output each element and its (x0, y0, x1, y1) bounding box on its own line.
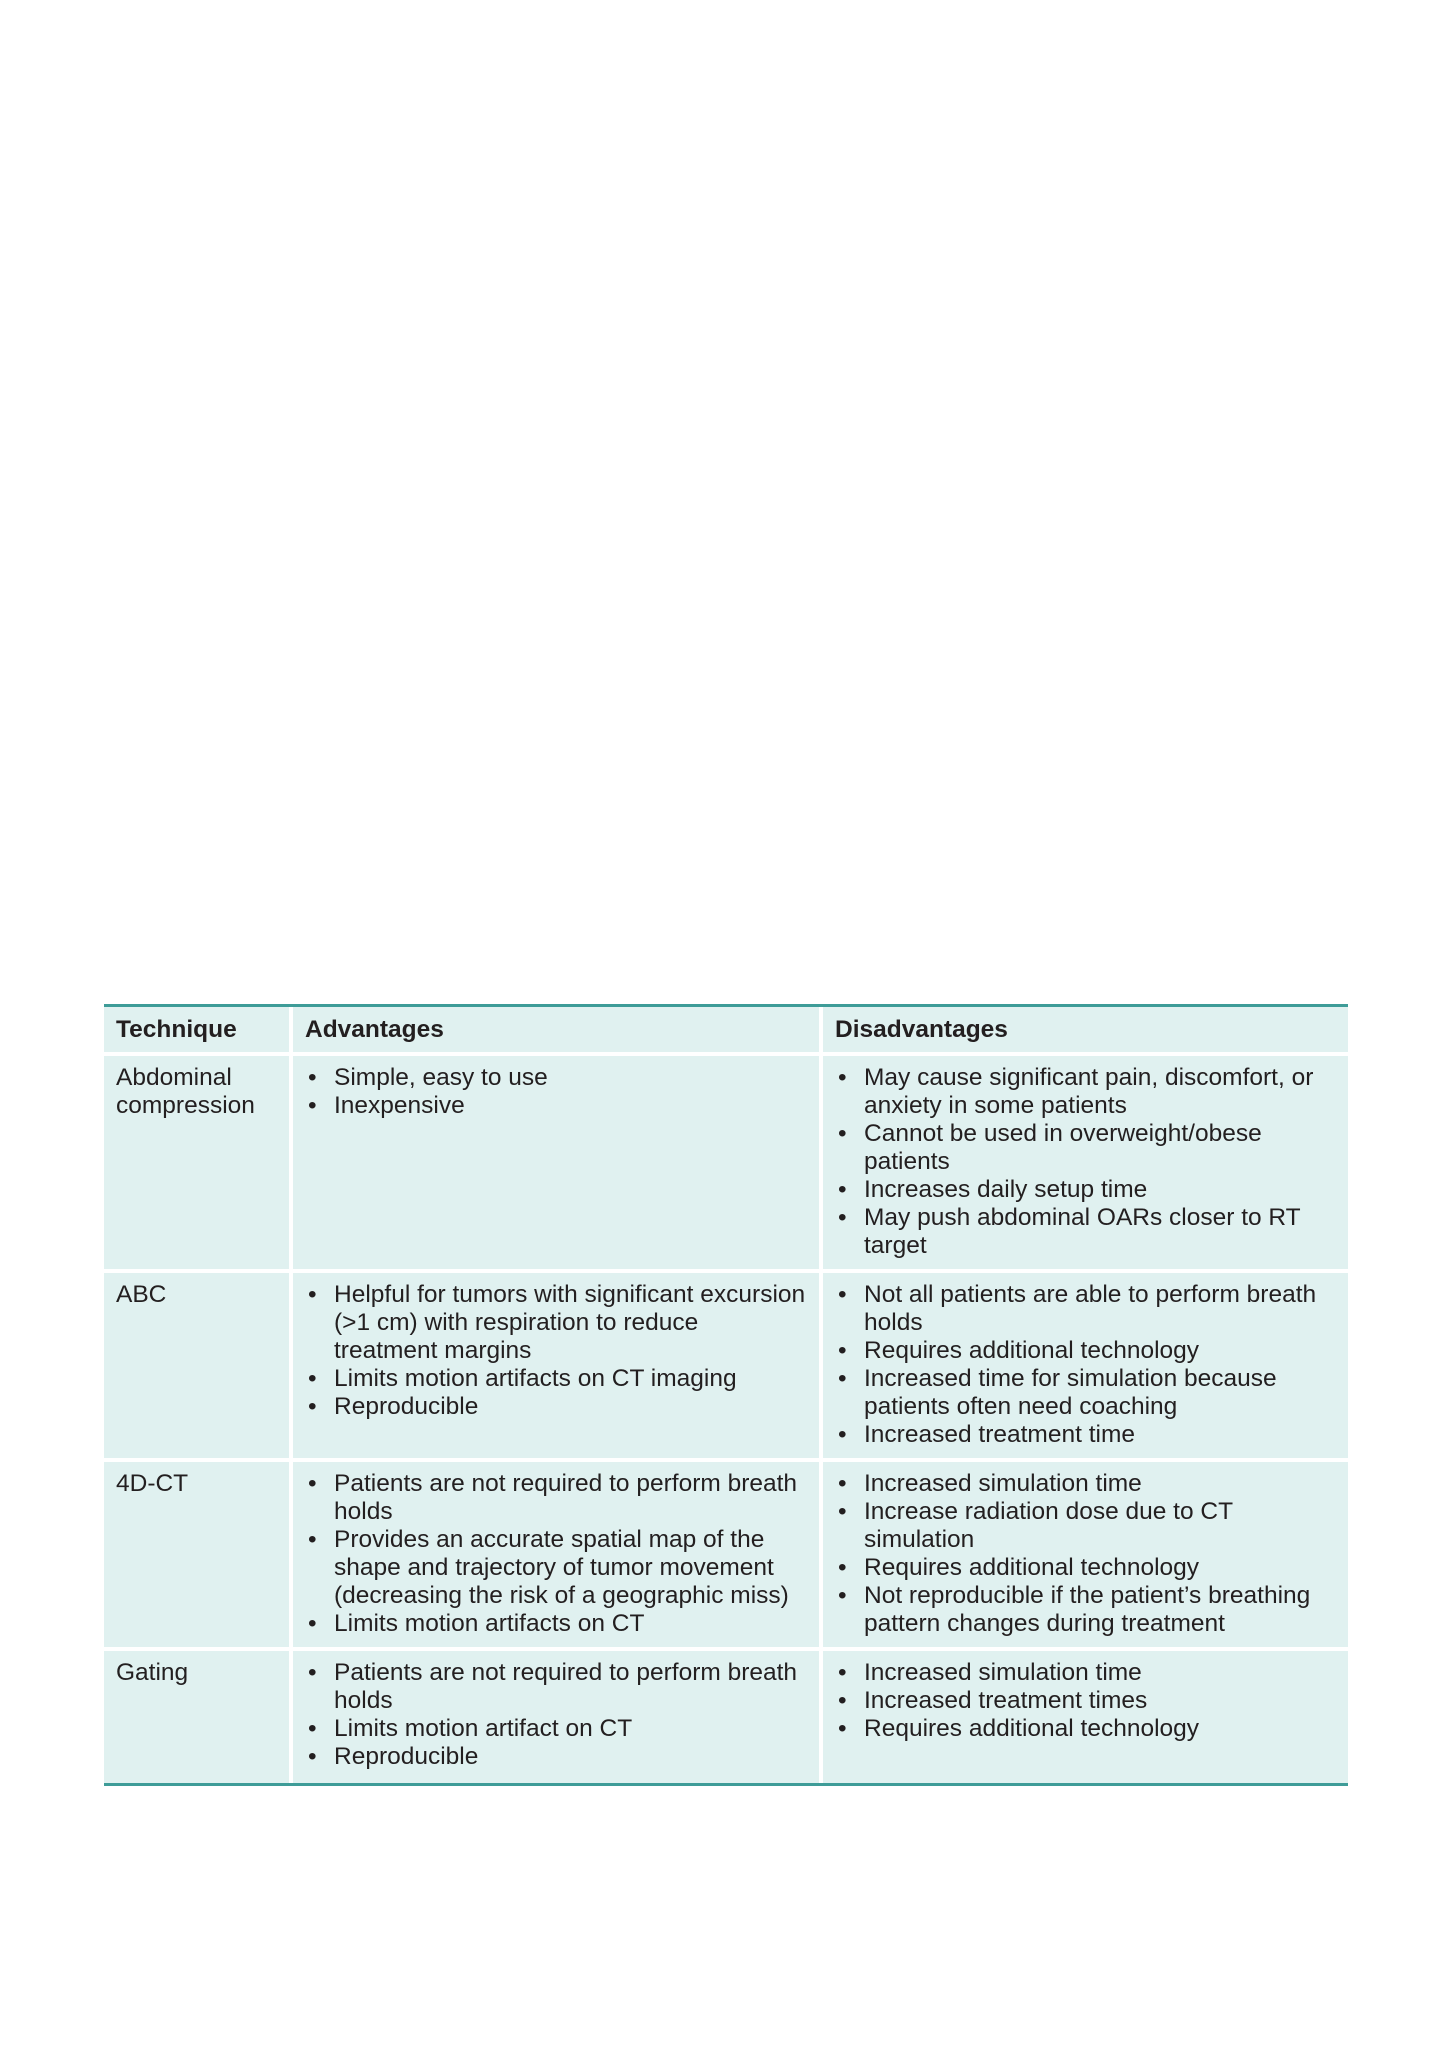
table-row (104, 1460, 1348, 1649)
advantages-cell (291, 1271, 821, 1460)
disadvantages-cell (821, 1460, 1348, 1649)
disadvantages-list (835, 1064, 1336, 1260)
technique-cell: Abdominal compression (104, 1054, 291, 1271)
header-advantages: Advantages (291, 1007, 821, 1054)
advantages-list (305, 1470, 807, 1638)
disadvantage-item: • Increases daily setup time (835, 1176, 1336, 1204)
table-row (104, 1649, 1348, 1783)
disadvantages-list (835, 1659, 1336, 1743)
technique-cell: ABC (104, 1271, 291, 1460)
comparison-table-container (104, 1004, 1348, 1786)
disadvantages-cell (821, 1054, 1348, 1271)
disadvantage-item: • Increased treatment time (835, 1421, 1336, 1449)
advantage-item: • Reproducible (305, 1393, 807, 1421)
advantage-item: • Provides an accurate spatial map of the shape and trajectory of tumor movement (decreasing the risk of a geographic miss) (305, 1526, 807, 1610)
advantage-item: • Limits motion artifacts on CT (305, 1610, 807, 1638)
advantage-item: • Reproducible (305, 1743, 807, 1771)
disadvantage-item: • Not reproducible if the patient’s breathing pattern changes during treatment (835, 1582, 1336, 1638)
disadvantage-item: • Increase radiation dose due to CT simulation (835, 1498, 1336, 1554)
disadvantage-item: • Increased simulation time (835, 1659, 1336, 1687)
disadvantage-item: • Not all patients are able to perform breath holds (835, 1281, 1336, 1337)
disadvantages-list (835, 1281, 1336, 1449)
disadvantages-cell (821, 1271, 1348, 1460)
disadvantage-item: • Requires additional technology (835, 1337, 1336, 1365)
advantage-item: • Limits motion artifacts on CT imaging (305, 1365, 807, 1393)
advantage-item: • Limits motion artifact on CT (305, 1715, 807, 1743)
table-header-row (104, 1007, 1348, 1054)
table-body (104, 1054, 1348, 1783)
disadvantage-item: • May push abdominal OARs closer to RT target (835, 1204, 1336, 1260)
advantage-item: • Patients are not required to perform breath holds (305, 1470, 807, 1526)
header-technique: Technique (104, 1007, 291, 1054)
advantages-list (305, 1281, 807, 1421)
table-row (104, 1054, 1348, 1271)
advantages-cell (291, 1460, 821, 1649)
disadvantage-item: • Requires additional technology (835, 1715, 1336, 1743)
technique-cell: Gating (104, 1649, 291, 1783)
advantage-item: • Simple, easy to use (305, 1064, 807, 1092)
advantages-cell (291, 1054, 821, 1271)
advantage-item: • Patients are not required to perform breath holds (305, 1659, 807, 1715)
disadvantage-item: • Requires additional technology (835, 1554, 1336, 1582)
disadvantage-item: • Increased time for simulation because patients often need coaching (835, 1365, 1336, 1421)
disadvantages-list (835, 1470, 1336, 1638)
advantages-list (305, 1659, 807, 1771)
advantages-list (305, 1064, 807, 1120)
disadvantages-cell (821, 1649, 1348, 1783)
technique-cell: 4D-CT (104, 1460, 291, 1649)
header-disadvantages: Disadvantages (821, 1007, 1348, 1054)
disadvantage-item: • Increased simulation time (835, 1470, 1336, 1498)
disadvantage-item: • Cannot be used in overweight/obese patients (835, 1120, 1336, 1176)
table-row (104, 1271, 1348, 1460)
advantage-item: • Inexpensive (305, 1092, 807, 1120)
disadvantage-item: • May cause significant pain, discomfort, or anxiety in some patients (835, 1064, 1336, 1120)
advantage-item: • Helpful for tumors with significant excursion (>1 cm) with respiration to reduce treatment margins (305, 1281, 807, 1365)
disadvantage-item: • Increased treatment times (835, 1687, 1336, 1715)
advantages-cell (291, 1649, 821, 1783)
technique-comparison-table (104, 1007, 1348, 1783)
